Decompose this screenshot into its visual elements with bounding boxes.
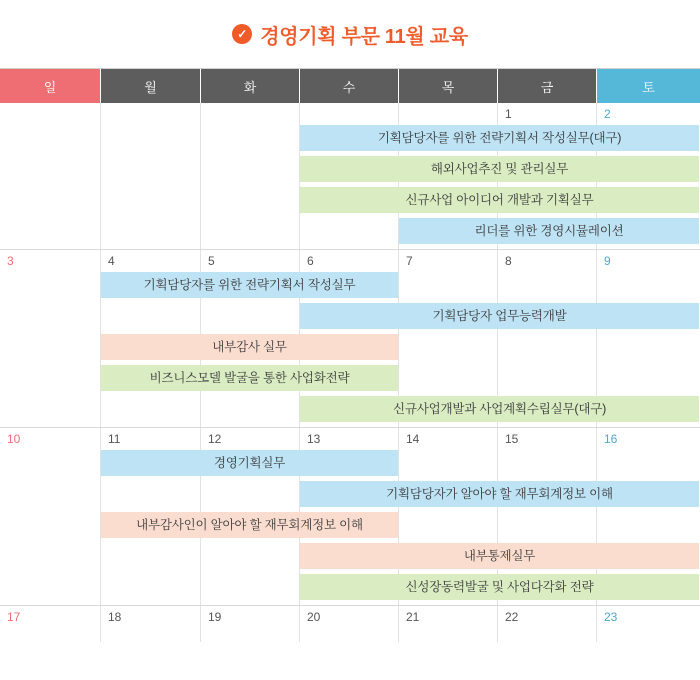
day-of-week-header (0, 69, 700, 103)
day-number[interactable]: 22 (505, 610, 519, 624)
event-row (0, 218, 700, 244)
day-number[interactable]: 21 (406, 610, 420, 624)
week-events (0, 450, 700, 605)
calendar (0, 68, 700, 642)
dow-thu: 목 (399, 69, 498, 103)
week-events (0, 628, 700, 642)
calendar-event[interactable]: 신성장동력발굴 및 사업다각화 전략 (300, 574, 699, 600)
day-number-row (0, 103, 700, 125)
page-header (0, 0, 700, 68)
day-number[interactable]: 2 (604, 107, 611, 121)
event-row (0, 365, 700, 391)
dow-sun: 일 (0, 69, 101, 103)
day-number[interactable]: 19 (208, 610, 222, 624)
calendar-event[interactable]: 내부감사 실무 (101, 334, 398, 360)
event-row (0, 574, 700, 600)
calendar-week (0, 250, 700, 428)
week-events (0, 125, 700, 249)
day-number[interactable]: 14 (406, 432, 420, 446)
page-title: 경영기획 부문 11월 교육 (260, 25, 468, 48)
day-number[interactable]: 7 (406, 254, 413, 268)
day-number[interactable]: 1 (505, 107, 512, 121)
day-number[interactable]: 11 (108, 432, 121, 446)
calendar-event[interactable]: 신규사업 아이디어 개발과 기획실무 (300, 187, 699, 213)
day-number (101, 103, 201, 125)
day-number[interactable]: 18 (108, 610, 122, 624)
day-number[interactable]: 12 (208, 432, 222, 446)
event-row (0, 481, 700, 507)
day-number[interactable]: 23 (604, 610, 618, 624)
day-number[interactable]: 3 (7, 254, 14, 268)
dow-mon: 월 (101, 69, 201, 103)
calendar-event[interactable]: 기획담당자가 알아야 할 재무회계정보 이해 (300, 481, 699, 507)
calendar-event[interactable]: 기획담당자를 위한 전략기획서 작성실무(대구) (300, 125, 699, 151)
calendar-week (0, 103, 700, 250)
day-number[interactable]: 10 (7, 432, 21, 446)
day-number-row (0, 428, 700, 450)
calendar-week (0, 606, 700, 642)
event-row (0, 156, 700, 182)
day-number[interactable]: 4 (108, 254, 115, 268)
day-number[interactable]: 20 (307, 610, 321, 624)
day-number-row (0, 250, 700, 272)
event-row (0, 187, 700, 213)
calendar-event[interactable]: 기획담당자 업무능력개발 (300, 303, 699, 329)
day-number[interactable]: 15 (505, 432, 519, 446)
calendar-event[interactable]: 해외사업추진 및 관리실무 (300, 156, 699, 182)
dow-tue: 화 (201, 69, 300, 103)
calendar-event[interactable]: 내부감사인이 알아야 할 재무회계정보 이해 (101, 512, 398, 538)
dow-wed: 수 (300, 69, 399, 103)
day-number (0, 103, 101, 125)
event-row (0, 334, 700, 360)
day-number (399, 103, 498, 125)
calendar-event[interactable]: 신규사업개발과 사업계획수립실무(대구) (300, 396, 699, 422)
check-circle-icon: ✓ (232, 24, 252, 44)
day-number[interactable]: 6 (307, 254, 314, 268)
calendar-event[interactable]: 내부통제실무 (300, 543, 699, 569)
calendar-weeks (0, 103, 700, 642)
calendar-event[interactable]: 비즈니스모델 발굴을 통한 사업화전략 (101, 365, 398, 391)
day-number (201, 103, 300, 125)
day-number[interactable]: 9 (604, 254, 611, 268)
calendar-week (0, 428, 700, 606)
event-row (0, 450, 700, 476)
event-row (0, 303, 700, 329)
day-number[interactable]: 5 (208, 254, 215, 268)
event-row (0, 543, 700, 569)
day-number[interactable]: 13 (307, 432, 321, 446)
event-row (0, 396, 700, 422)
day-number[interactable]: 16 (604, 432, 618, 446)
calendar-event[interactable]: 기획담당자를 위한 전략기획서 작성실무 (101, 272, 398, 298)
event-row (0, 272, 700, 298)
day-number[interactable]: 8 (505, 254, 512, 268)
day-number-row (0, 606, 700, 628)
week-events (0, 272, 700, 427)
event-row (0, 512, 700, 538)
dow-fri: 금 (498, 69, 597, 103)
day-number (300, 103, 399, 125)
day-number[interactable]: 17 (7, 610, 21, 624)
calendar-event[interactable]: 경영기획실무 (101, 450, 398, 476)
event-row (0, 125, 700, 151)
calendar-event[interactable]: 리더를 위한 경영시뮬레이션 (399, 218, 699, 244)
dow-sat: 토 (597, 69, 700, 103)
